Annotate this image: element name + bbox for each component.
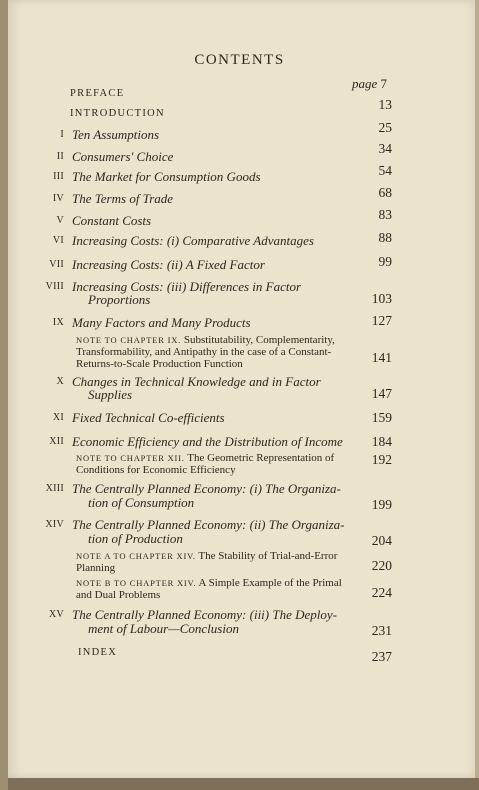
- entry-numeral: IV: [52, 193, 64, 204]
- note-label: NOTE B TO CHAPTER XIV.: [76, 578, 197, 588]
- entry-title: The Terms of Trade: [72, 191, 174, 206]
- entry-numeral: X: [56, 376, 64, 387]
- entry-page: 199: [371, 497, 392, 512]
- entry-numeral: VIII: [45, 281, 64, 292]
- entry-title-continued: tion of Production: [88, 531, 183, 546]
- entry-numeral: I: [60, 129, 64, 140]
- entry-title: Changes in Technical Knowledge and in Factor: [72, 374, 321, 389]
- page-title: CONTENTS: [194, 52, 285, 68]
- entry-page: 25: [378, 120, 392, 135]
- entry-title: The Centrally Planned Economy: (i) The Organiza-: [72, 481, 341, 496]
- note-label: NOTE A TO CHAPTER XIV.: [76, 551, 196, 561]
- entry-title: Increasing Costs: (iii) Differences in Factor: [72, 279, 302, 294]
- entry-numeral: VII: [49, 259, 64, 270]
- entry-title: The Centrally Planned Economy: (iii) The Deploy-: [72, 607, 337, 622]
- entry-title: Increasing Costs: (ii) A Fixed Factor: [72, 257, 265, 272]
- entry-numeral: XIII: [45, 483, 64, 494]
- note-line: Substitutability, Complementarity,: [183, 334, 335, 346]
- entry-numeral: XII: [49, 436, 64, 447]
- entry-title-continued: Proportions: [88, 292, 151, 307]
- entry-title: Constant Costs: [72, 213, 152, 228]
- note-line: Returns-to-Scale Production Function: [76, 358, 243, 370]
- note-line: Planning: [76, 562, 116, 574]
- note-line: Conditions for Economic Efficiency: [76, 464, 236, 476]
- entry-title: PREFACE: [70, 88, 125, 99]
- entry-page: 54: [378, 163, 392, 178]
- entry-numeral: III: [53, 171, 64, 182]
- preface-page-number: 7: [380, 76, 387, 91]
- entry-title: Many Factors and Many Products: [72, 315, 251, 330]
- entry-title: The Centrally Planned Economy: (ii) The Organiza-: [72, 517, 345, 532]
- note-label: NOTE TO CHAPTER XII.: [76, 453, 185, 463]
- page-column-header: [352, 76, 387, 92]
- note-line: The Stability of Trial-and-Error: [198, 550, 338, 562]
- entry-title: INTRODUCTION: [70, 108, 165, 119]
- entry-numeral: XV: [48, 609, 64, 620]
- entry-page: 220: [371, 558, 392, 573]
- entry-title: Consumers' Choice: [72, 149, 174, 164]
- entry-numeral: IX: [52, 317, 64, 328]
- note-line: and Dual Problems: [76, 589, 161, 601]
- entry-numeral: XIV: [45, 519, 64, 530]
- entry-page: 184: [371, 434, 392, 449]
- page-label: page: [351, 76, 378, 91]
- entry-title: Ten Assumptions: [72, 127, 160, 142]
- entry-page: 159: [371, 410, 392, 425]
- entry-title-continued: tion of Consumption: [88, 495, 195, 510]
- entry-page: 231: [371, 623, 392, 638]
- entry-title: Increasing Costs: (i) Comparative Advantages: [72, 233, 314, 248]
- entry-title: Economic Efficiency and the Distribution of Income: [72, 434, 343, 449]
- note-label: NOTE TO CHAPTER IX.: [76, 335, 182, 345]
- note-text: [76, 452, 361, 476]
- note-line: A Simple Example of the Primal: [198, 577, 342, 589]
- entry-numeral: V: [56, 215, 64, 226]
- note-text: [76, 577, 361, 601]
- entry-page: 127: [371, 313, 392, 328]
- entry-title: The Market for Consumption Goods: [72, 169, 261, 184]
- entry-numeral: VI: [52, 235, 64, 246]
- book-spine: [0, 0, 8, 790]
- entry-page: 13: [378, 97, 392, 112]
- entry-page: 192: [371, 452, 392, 467]
- entry-page: 204: [371, 533, 392, 548]
- entry-page: 224: [371, 585, 392, 600]
- entry-page: 83: [378, 207, 392, 222]
- note-line: Transformability, and Antipathy in the case of a Constant-: [76, 346, 332, 358]
- entry-page: 103: [371, 291, 392, 306]
- entry-numeral: II: [56, 151, 64, 162]
- note-text: [76, 334, 361, 370]
- entry-page: 88: [378, 230, 392, 245]
- entry-page: 34: [378, 141, 392, 156]
- entry-page: 237: [371, 649, 392, 664]
- entry-numeral: XI: [52, 412, 64, 423]
- entry-title-continued: Supplies: [88, 387, 133, 402]
- entry-page: 68: [378, 185, 392, 200]
- entry-title: INDEX: [78, 647, 118, 658]
- entry-page: 141: [371, 350, 392, 365]
- entry-page: 99: [378, 254, 392, 269]
- page-bottom-edge: [8, 778, 479, 790]
- entry-title: Fixed Technical Co-efficients: [72, 410, 225, 425]
- entry-page: 147: [371, 386, 392, 401]
- note-line: The Geometric Representation of: [187, 452, 335, 464]
- entry-title-continued: ment of Labour—Conclusion: [88, 621, 239, 636]
- note-text: [76, 550, 361, 574]
